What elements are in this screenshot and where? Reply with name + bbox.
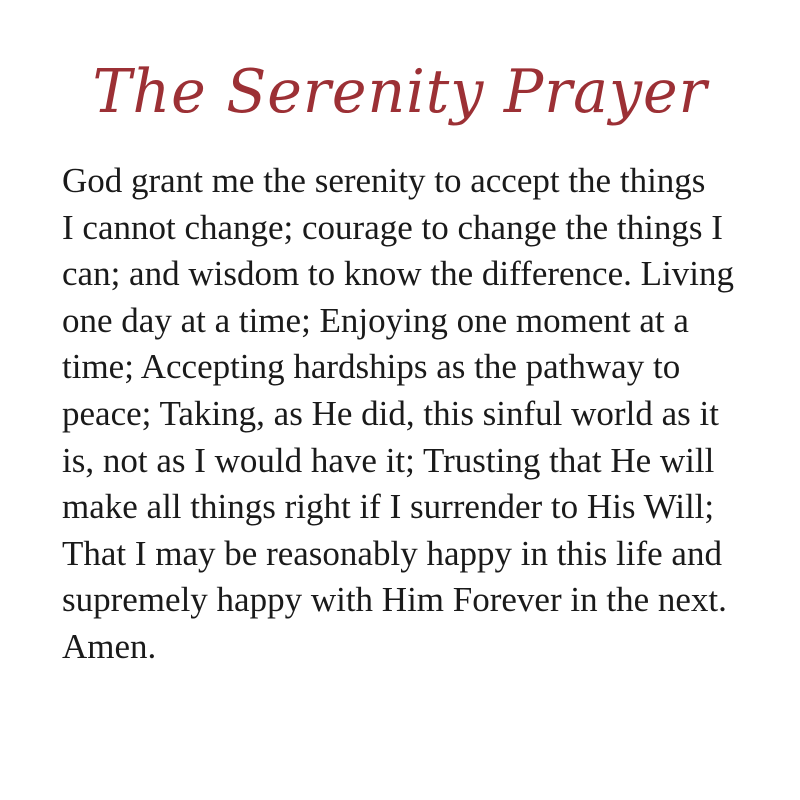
text-line: make all things right if I surrender to His Will;: [62, 487, 715, 527]
text-line: is, not as I would have it; Trusting that He will: [62, 440, 715, 480]
page-title: The Serenity Prayer: [92, 57, 708, 127]
text-line: peace; Taking, as He did, this sinful world as it: [62, 393, 719, 433]
text-line: one day at a time; Enjoying one moment at a: [62, 300, 689, 340]
prayer-text: [62, 158, 742, 671]
text-line: I cannot change; courage to change the things I: [62, 207, 723, 247]
text-line: time; Accepting hardships as the pathway to: [62, 347, 681, 387]
text-line: can; and wisdom to know the difference. Living: [62, 254, 734, 294]
text-line: God grant me the serenity to accept the things: [62, 161, 706, 200]
text-line: supremely happy with Him Forever in the next.: [62, 580, 727, 620]
text-line: That I may be reasonably happy in this life and: [62, 533, 722, 573]
text-line: Amen.: [62, 626, 157, 666]
